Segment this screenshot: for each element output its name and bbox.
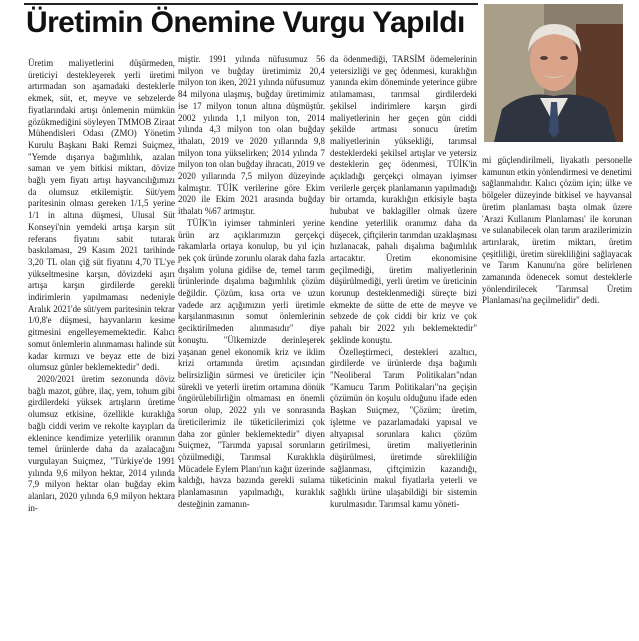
article-column-3 — [330, 54, 477, 510]
paragraph: 2020/2021 üretim sezonunda döviz bağlı mazot, gübre, ilaç, yem, tohum gibi girdilerdeki yüksek artışların üretime olumsuz etkisine, özellikle kuraklığa bağlı ciddi verim ve rekolte kayıpları da eklenince kendimize yeterlilik oranının temel ürünlerde daha da azalacağını vurgulayan Suiçmez, "Türkiye'de 1991 yılında 9,6 milyon hektar, 2014 yılında 7,9 milyon hektar olan buğday ekim alanları, 2020 yılında 6,9 milyon hektara in- — [28, 373, 175, 513]
paragraph: Üretim maliyetlerini düşürmeden, üreticiyi destekleyerek yerli üretimi artırmadan son aşamadaki desteklerle ekmek, süt, et, meyve ve sebzelerde fiyatlarındaki artışı önlemenin mümkün gözükmediğini söyleyen TMMOB Ziraat Mühendisleri Odası (ZMO) Yönetim Kurulu Başkanı Baki Remzi Suiçmez, "Yemde dışarıya bağımlılık, azalan saman ve yem bitkisi miktarı, dövize bağlı yem fiyatı artışı hayvancılığımızı da olumsuz etkilemiştir. Süt/yem paritesinin olması gereken 1/1,5 yerine 1/1 in altına düşmesi, Ulusal Süt Konseyi'nin yemdeki artışa karşın süt referans fiyatını sabit tutarak baskılaması, 29 Kasım 2021 tarihinde 3,20 TL olan çiğ süt fiyatını 4,70 TL'ye yükseltmesine karşın, dövizdeki aşırı artışa karşın girdilerde gerekli indirimlerin yapılmaması nedeniyle Aralık 2021'de süt/yem paritesinin tekrar 1/0,8'e düşmesi, hayvanların kesime gitmesini engelleyememektedir. Kalıcı somut önlemlerin alınmaması halinde süt kadar kırmızı ve beyaz ette de bizi olumsuz günler beklemektedir" dedi. — [28, 58, 175, 373]
portrait-photo — [484, 4, 623, 142]
paragraph: mi güçlendirilmeli, liyakatlı personelle kamunun etkin yönlendirmesi ve denetimi sağlanmalıdır. Kalıcı çözüm için; ülke ve bölgeler düzeyinde bitkisel ve hayvansal üretim planlaması başta olmak üzere 'Arazi Kullanım Planlaması' ile korunan ve sulanabilecek olan tarım arazilerimizin artırılarak, üretim miktarı, üretim çeşitliliği, üretim sürekliliğini sağlayacak ve Tarım Kanunu'na göre belirlenen zamanında ödenecek somut desteklerle yönlendirilecek 'Tarımsal Üretim Planlaması'na geçilmelidir" dedi. — [482, 155, 632, 306]
portrait-illustration — [484, 4, 623, 142]
paragraph: TÜİK'in iyimser tahminleri yerine ürün arz açıklarımızın gerçekçi rakamlarla ortaya konulup, bu yıl için pek çok üründe zorunlu olarak daha fazla dışalım yoluna gidilse de, temel tarım ürünlerinde dışalıma bağımlılık çözüm değildir. Çözüm, kısa orta ve uzun vadede arz açığımızın yerli üretimle karşılanmasının somut önlemlerinin geciktirilmeden alınmasıdır" diye konuştu. "Ülkemizde derinleşerek yaşanan genel ekonomik kriz ve iklim krizi ortamında üretim açısından belirsizliğin sürmesi ve üreticiler için sürekli ve yeterli üretim ortamına dönük öngörülebilirliğin olmaması en önemli sorun olup, 2022 yılı ve sonrasında üreticilerimiz ile tüketicilerimizi çok daha zor günler beklemektedir" diyen Suiçmez, "Tarımda yapısal sorunların çözülmediği, Tarımsal Kuraklıkla Mücadele Eylem Planı'nın kağıt üzerinde kaldığı, havza bazında gerekli sulama planlamasının yapılmadığı, kuraklık desteğinin zamanın- — [178, 217, 325, 509]
paragraph: miştir. 1991 yılında nüfusumuz 56 milyon ve buğday üretimimiz 20,4 milyon ton iken, 2021 yılında nüfusumuz 84 milyona ulaşmış, buğday üretimimiz ise 17 milyon tonun altına düşmüştür. 2002 yılında 1,1 milyon ton, 2014 yılında 4,3 milyon ton olan buğday ithalatı, 2019 ve 2020 yıllarında 9,8 milyon tona yükselirken; 2014 yılında 7 milyon ton olan buğday ihracatı, 2019 ve 2020 yıllarında 7,5 milyon düzeyinde kalmıştır. TÜİK verilerine göre Ekim 2020 ile Ekim 2021 arasında buğday ithalatı %67 artmıştır. — [178, 54, 325, 217]
article-column-2 — [178, 54, 325, 510]
article-column-1 — [28, 58, 175, 514]
article-column-4 — [482, 155, 632, 307]
headline: Üretimin Önemine Vurgu Yapıldı — [26, 6, 465, 39]
paragraph: da ödenmediği, TARSİM ödemelerinin yetersizliği ve geç ödenmesi, kuraklığın yanında ekim döneminde yeterince gübre atılamaması, tarımsal girdilerdeki şekilsel indirimlere karşın girdi maliyetlerinin her geçen gün ciddi şekilde artması sonucu üretim maliyetlerinin yüksekliği, tarımsal desteklerdeki şekilsel artışlar ve yetersiz desteklerin geç ödenmesi, TÜİK'in açıkladığı gerçekçi olmayan iyimser verilerle gerçek planlamanın yapılmadığı bir ortamda, kuraklığın etkisiyle başta hububat ve baklagiller olmak üzere kendine yeterlilik oranımız daha da düşecek, çiftçilerin tarımdan uzaklaşması hızlanacak, pahalı dışalıma bağımlılık artacaktır. Üretim ekonomisine geçilmediği, üretim maliyetlerinin düşürülmediği, yerli üretim ve üreticinin korunup desteklenmediği süreçte bizi ekmekte de sütte de ette de meyve ve sebzede de çok ciddi bir kriz ve çok pahalı bir 2022 yılı beklemektedir" şeklinde konuştu. — [330, 54, 477, 345]
paragraph: Özelleştirmeci, destekleri azaltıcı, girdilerde ve ürünlerde dışa bağımlı "Neoliberal Tarım Politikaları"ndan "Kamucu Tarım Politikaları"na geçişin çözümün ön koşulu olduğunu ifade eden Başkan Suiçmez, "Çözüm; üretim, işletme ve pazarlamadaki yapısal ve altyapısal sorunlara kalıcı çözüm getirilmesi, üretim maliyetlerinin düşürülmesi, üretimde sürekliliğin sağlanması, çiftçimizin kazandığı, tüketicinin makul fiyatlarla yeterli ve sağlıklı ürüne ulaşabildiği bir sistemin kurulmasıdır. Tarımsal kamu yöneti- — [330, 346, 477, 509]
top-rule — [24, 3, 478, 5]
